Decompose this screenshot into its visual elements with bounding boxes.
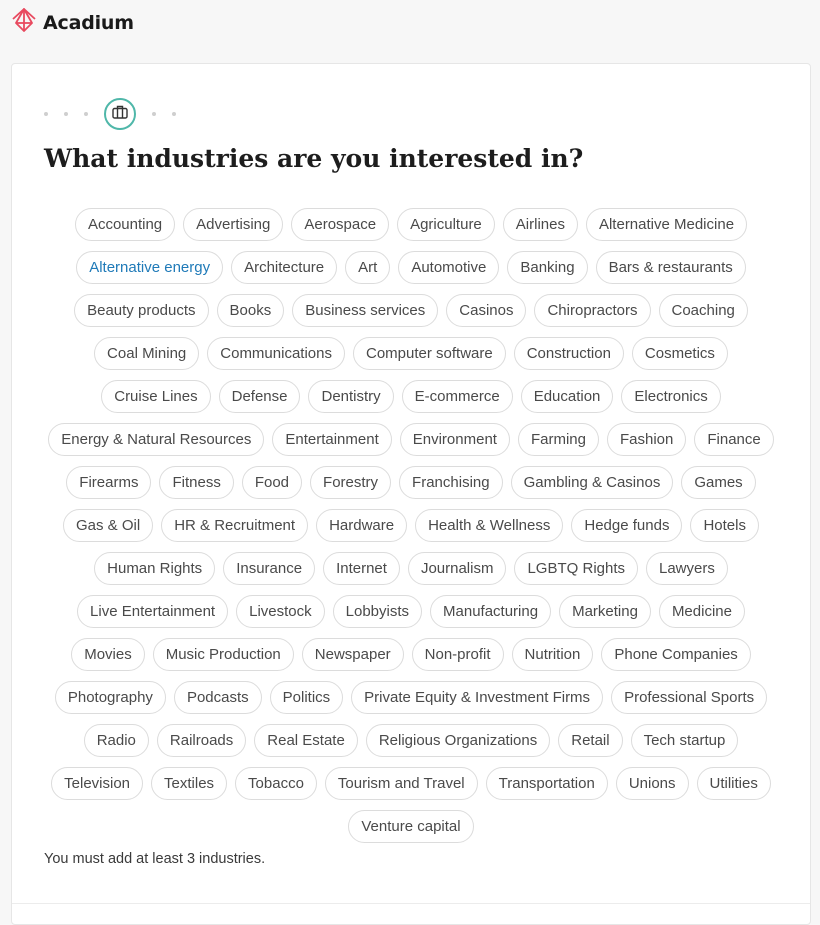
industry-chip[interactable]: Alternative energy <box>76 251 223 284</box>
industry-chip[interactable]: Hedge funds <box>571 509 682 542</box>
industry-chip[interactable]: Farming <box>518 423 599 456</box>
page-title: What industries are you interested in? <box>44 144 584 173</box>
step-dot <box>152 112 156 116</box>
step-dot <box>44 112 48 116</box>
divider <box>12 903 810 904</box>
industry-chip[interactable]: Music Production <box>153 638 294 671</box>
industry-chip[interactable]: Railroads <box>157 724 246 757</box>
industry-chip[interactable]: Coal Mining <box>94 337 199 370</box>
industry-chip[interactable]: Accounting <box>75 208 175 241</box>
industry-chip[interactable]: Retail <box>558 724 622 757</box>
onboarding-card <box>11 63 811 925</box>
industry-chip[interactable]: LGBTQ Rights <box>514 552 638 585</box>
industry-chip[interactable]: Finance <box>694 423 773 456</box>
industry-chip[interactable]: Bars & restaurants <box>596 251 746 284</box>
industry-chip[interactable]: Chiropractors <box>534 294 650 327</box>
industry-chip[interactable]: Unions <box>616 767 689 800</box>
step-dot <box>172 112 176 116</box>
industry-chip[interactable]: Communications <box>207 337 345 370</box>
industry-chip[interactable]: Radio <box>84 724 149 757</box>
industry-chip[interactable]: Transportation <box>486 767 608 800</box>
industry-chip[interactable]: Gas & Oil <box>63 509 153 542</box>
industry-chip[interactable]: Cosmetics <box>632 337 728 370</box>
industry-chip[interactable]: Insurance <box>223 552 315 585</box>
industry-chip[interactable]: Phone Companies <box>601 638 750 671</box>
industry-chip[interactable]: Casinos <box>446 294 526 327</box>
acadium-logo-icon <box>11 7 37 38</box>
industry-chip[interactable]: Professional Sports <box>611 681 767 714</box>
industry-chip[interactable]: Art <box>345 251 390 284</box>
industry-chip[interactable]: Real Estate <box>254 724 358 757</box>
industry-chip[interactable]: Politics <box>270 681 344 714</box>
industry-chip[interactable]: Books <box>217 294 285 327</box>
industry-chip[interactable]: Non-profit <box>412 638 504 671</box>
industry-chip[interactable]: Advertising <box>183 208 283 241</box>
industry-chip[interactable]: HR & Recruitment <box>161 509 308 542</box>
industry-chip[interactable]: Electronics <box>621 380 720 413</box>
industry-chip[interactable]: Medicine <box>659 595 745 628</box>
industry-chip[interactable]: Firearms <box>66 466 151 499</box>
step-dot <box>64 112 68 116</box>
industry-chip[interactable]: Television <box>51 767 143 800</box>
industry-chip[interactable]: Fashion <box>607 423 686 456</box>
industry-chip-list <box>36 208 786 853</box>
industry-chip[interactable]: Livestock <box>236 595 325 628</box>
industry-chip[interactable]: Aerospace <box>291 208 389 241</box>
industry-chip[interactable]: Fitness <box>159 466 233 499</box>
industry-chip[interactable]: Forestry <box>310 466 391 499</box>
brand-name: Acadium <box>43 11 134 34</box>
industry-chip[interactable]: Construction <box>514 337 624 370</box>
brand-logo[interactable] <box>11 7 134 38</box>
industry-chip[interactable]: E-commerce <box>402 380 513 413</box>
industry-chip[interactable]: Agriculture <box>397 208 495 241</box>
industry-chip[interactable]: Textiles <box>151 767 227 800</box>
industry-chip[interactable]: Beauty products <box>74 294 208 327</box>
industry-chip[interactable]: Tobacco <box>235 767 317 800</box>
industry-chip[interactable]: Gambling & Casinos <box>511 466 674 499</box>
industry-chip[interactable]: Tech startup <box>631 724 739 757</box>
industry-chip[interactable]: Newspaper <box>302 638 404 671</box>
industry-chip[interactable]: Movies <box>71 638 145 671</box>
industry-chip[interactable]: Education <box>521 380 614 413</box>
industry-chip[interactable]: Marketing <box>559 595 651 628</box>
industry-chip[interactable]: Health & Wellness <box>415 509 563 542</box>
briefcase-icon <box>112 105 128 124</box>
industry-chip[interactable]: Hotels <box>690 509 759 542</box>
step-progress <box>44 98 192 130</box>
industry-chip[interactable]: Internet <box>323 552 400 585</box>
industry-chip[interactable]: Venture capital <box>348 810 473 843</box>
industry-chip[interactable]: Computer software <box>353 337 506 370</box>
industry-chip[interactable]: Defense <box>219 380 301 413</box>
industry-chip[interactable]: Airlines <box>503 208 578 241</box>
industry-chip[interactable]: Cruise Lines <box>101 380 210 413</box>
industry-chip[interactable]: Tourism and Travel <box>325 767 478 800</box>
industry-chip[interactable]: Food <box>242 466 302 499</box>
industry-chip[interactable]: Hardware <box>316 509 407 542</box>
industry-chip[interactable]: Energy & Natural Resources <box>48 423 264 456</box>
current-step <box>104 98 136 130</box>
top-bar <box>0 0 820 40</box>
industry-chip[interactable]: Architecture <box>231 251 337 284</box>
industry-chip[interactable]: Entertainment <box>272 423 391 456</box>
validation-hint: You must add at least 3 industries. <box>44 851 266 867</box>
industry-chip[interactable]: Private Equity & Investment Firms <box>351 681 603 714</box>
industry-chip[interactable]: Automotive <box>398 251 499 284</box>
industry-chip[interactable]: Lobbyists <box>333 595 422 628</box>
industry-chip[interactable]: Nutrition <box>512 638 594 671</box>
industry-chip[interactable]: Franchising <box>399 466 503 499</box>
industry-chip[interactable]: Utilities <box>697 767 771 800</box>
industry-chip[interactable]: Human Rights <box>94 552 215 585</box>
industry-chip[interactable]: Coaching <box>659 294 748 327</box>
industry-chip[interactable]: Banking <box>507 251 587 284</box>
industry-chip[interactable]: Live Entertainment <box>77 595 228 628</box>
industry-chip[interactable]: Religious Organizations <box>366 724 550 757</box>
step-dot <box>84 112 88 116</box>
industry-chip[interactable]: Photography <box>55 681 166 714</box>
industry-chip[interactable]: Alternative Medicine <box>586 208 747 241</box>
industry-chip[interactable]: Podcasts <box>174 681 262 714</box>
industry-chip[interactable]: Environment <box>400 423 510 456</box>
industry-chip[interactable]: Lawyers <box>646 552 728 585</box>
industry-chip[interactable]: Business services <box>292 294 438 327</box>
industry-chip[interactable]: Journalism <box>408 552 507 585</box>
industry-chip[interactable]: Dentistry <box>308 380 393 413</box>
industry-chip[interactable]: Games <box>681 466 755 499</box>
industry-chip[interactable]: Manufacturing <box>430 595 551 628</box>
